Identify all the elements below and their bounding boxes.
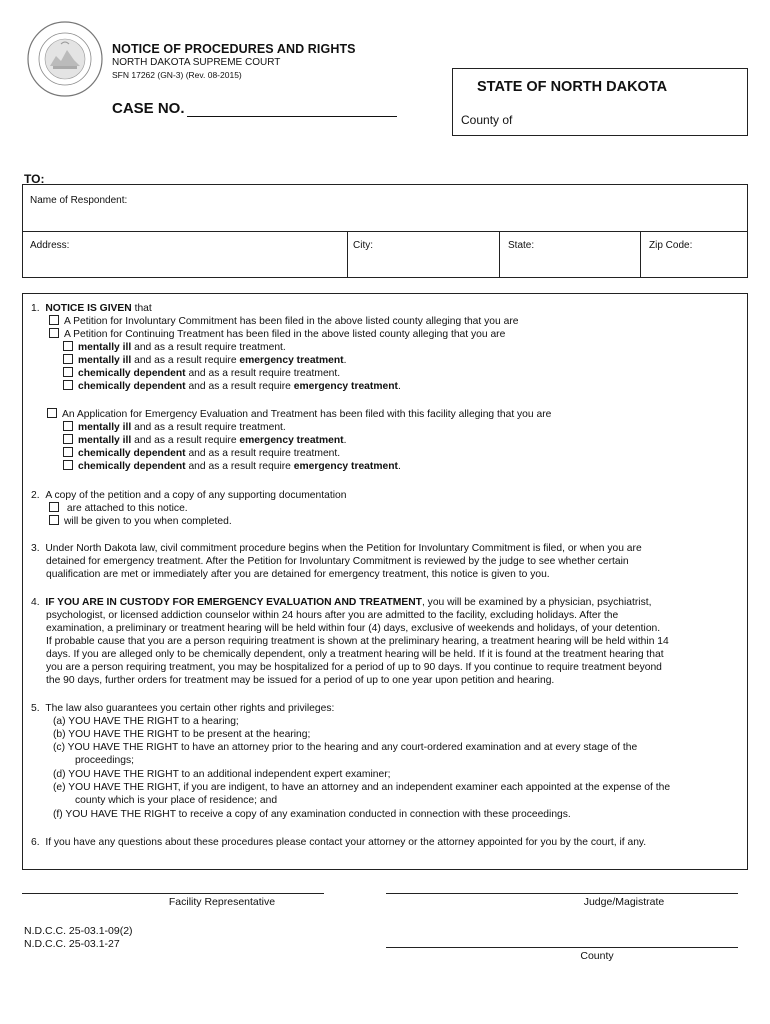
notice-given-lead: NOTICE IS GIVEN	[45, 303, 132, 314]
city-label: City:	[353, 240, 373, 251]
checkbox-app-mi-treatment[interactable]	[63, 421, 73, 431]
checkbox-app-cd-emergency[interactable]	[63, 460, 73, 470]
period: .	[343, 435, 347, 446]
suboption-cd-emergency	[63, 380, 401, 393]
court-name: NORTH DAKOTA SUPREME COURT	[112, 57, 281, 68]
section-4-text: , you will be examined by a physician, psychiatrist,	[421, 597, 652, 608]
checkbox-attached[interactable]	[49, 502, 59, 512]
term-emergency: emergency treatment	[293, 381, 398, 392]
result-text: and as a result require	[185, 381, 294, 392]
term-mentally-ill: mentally ill	[78, 342, 132, 353]
right-item: (d) YOU HAVE THE RIGHT to an additional independent expert examiner;	[53, 769, 391, 780]
term-chemically-dependent: chemically dependent	[78, 368, 186, 379]
section-5-text: The law also guarantees you certain other rights and privileges:	[45, 703, 335, 714]
result-text: and as a result require treatment.	[131, 342, 286, 353]
notice-given-that: that	[131, 303, 152, 314]
state-seal	[26, 20, 104, 98]
term-mentally-ill: mentally ill	[78, 355, 132, 366]
right-item: (e) YOU HAVE THE RIGHT, if you are indigent, to have an attorney and an independent examiner each appointed at the expense of the	[53, 782, 671, 793]
section-4-line	[31, 596, 651, 609]
section-number: 5.	[31, 703, 40, 714]
checkbox-will-be-given[interactable]	[49, 515, 59, 525]
term-chemically-dependent: chemically dependent	[78, 461, 186, 472]
option-petition-involuntary	[49, 315, 518, 328]
facility-signature-line[interactable]	[22, 893, 324, 894]
case-number-field[interactable]	[187, 101, 397, 117]
term-emergency: emergency treatment	[293, 461, 398, 472]
right-item-continued: proceedings;	[75, 755, 134, 766]
right-item: (b) YOU HAVE THE RIGHT to be present at the hearing;	[53, 729, 311, 740]
respondent-name-field[interactable]	[23, 185, 747, 232]
right-item: (a) YOU HAVE THE RIGHT to a hearing;	[53, 716, 239, 727]
judge-signature-line[interactable]	[386, 893, 738, 894]
checkbox-cd-emergency[interactable]	[63, 380, 73, 390]
form-number: SFN 17262 (GN-3) (Rev. 08-2015)	[112, 70, 242, 80]
notice-body	[22, 293, 748, 870]
result-text: and as a result require treatment.	[185, 448, 341, 459]
address-label: Address:	[30, 240, 70, 251]
county-signature-line[interactable]	[386, 947, 738, 948]
period: .	[397, 461, 401, 472]
app-suboption-mi-treatment	[63, 421, 286, 434]
checkbox-petition-involuntary[interactable]	[49, 315, 59, 325]
option-label: will be given to you when completed.	[64, 516, 232, 527]
section-2	[31, 489, 346, 502]
section-3-line: detained for emergency treatment. After the Petition for Involuntary Commitment is reviewed by the judge to see whether certain	[46, 556, 629, 567]
section-2-text: A copy of the petition and a copy of any supporting documentation	[45, 490, 347, 501]
zip-code-label: Zip Code:	[649, 240, 693, 251]
respondent-box	[22, 184, 748, 278]
term-chemically-dependent: chemically dependent	[78, 381, 186, 392]
term-mentally-ill: mentally ill	[78, 422, 132, 433]
section-4-line: If probable cause that you are a person requiring treatment is shown at the preliminary hearing, a treatment hearing will be held within 14	[46, 636, 669, 647]
section-3-text: Under North Dakota law, civil commitment procedure begins when the Petition for Involuntary Commitment is filed, or when you are	[45, 543, 642, 554]
section-number: 4.	[31, 597, 40, 608]
section-5-heading	[31, 702, 334, 715]
checkbox-app-cd-treatment[interactable]	[63, 447, 73, 457]
option-petition-continuing	[49, 328, 505, 341]
section-number: 3.	[31, 543, 40, 554]
county-label: County	[580, 950, 614, 962]
result-text: and as a result require	[131, 435, 240, 446]
suboption-cd-treatment	[63, 367, 340, 380]
term-emergency: emergency treatment	[239, 355, 344, 366]
term-mentally-ill: mentally ill	[78, 435, 132, 446]
form-title: NOTICE OF PROCEDURES AND RIGHTS	[112, 42, 356, 56]
checkbox-mi-emergency[interactable]	[63, 354, 73, 364]
facility-representative-label: Facility Representative	[168, 896, 276, 908]
state-box	[452, 68, 748, 136]
section-4-line: days. If you are alleged only to be chemically dependent, only a treatment hearing will be held. If it is found at the treatment hearing that	[46, 649, 664, 660]
state-title: STATE OF NORTH DAKOTA	[477, 79, 668, 95]
result-text: and as a result require treatment.	[131, 422, 286, 433]
section-2-option-given	[49, 515, 232, 528]
case-number	[112, 100, 397, 117]
checkbox-cd-treatment[interactable]	[63, 367, 73, 377]
period: .	[397, 381, 401, 392]
result-text: and as a result require	[131, 355, 240, 366]
result-text: and as a result require	[185, 461, 294, 472]
right-item: (f) YOU HAVE THE RIGHT to receive a copy of any examination conducted in connection with these proceedings.	[53, 809, 571, 820]
section-4-heading: IF YOU ARE IN CUSTODY FOR EMERGENCY EVALUATION AND TREATMENT	[45, 597, 422, 608]
to-label: TO:	[24, 172, 45, 186]
citation: N.D.C.C. 25-03.1-09(2)	[24, 925, 133, 937]
right-item-continued: county which is your place of residence; and	[75, 795, 278, 806]
suboption-mi-treatment	[63, 341, 286, 354]
section-3-line	[31, 542, 642, 555]
app-suboption-cd-emergency	[63, 460, 401, 473]
address-field[interactable]	[23, 231, 347, 277]
section-1-heading	[31, 302, 152, 315]
checkbox-application[interactable]	[47, 408, 57, 418]
option-application	[47, 408, 551, 421]
checkbox-app-mi-emergency[interactable]	[63, 434, 73, 444]
period: .	[343, 355, 347, 366]
section-4-line: examination, a preliminary or treatment hearing will be held within four (4) days, exclusive of weekends and holidays, of your detention.	[46, 623, 661, 634]
app-suboption-mi-emergency	[63, 434, 346, 447]
city-field[interactable]	[347, 231, 500, 277]
checkbox-petition-continuing[interactable]	[49, 328, 59, 338]
section-3-line: qualification are met or immediately after you are detained for emergency treatment, this notice is given to you.	[46, 569, 550, 580]
section-2-option-attached	[49, 502, 188, 515]
term-emergency: emergency treatment	[239, 435, 344, 446]
checkbox-mi-treatment[interactable]	[63, 341, 73, 351]
section-4-line: the 90 days, further orders for treatment may be issued for a period of up to one year upon petition and hearing.	[46, 675, 555, 686]
section-number: 1.	[31, 303, 40, 314]
term-chemically-dependent: chemically dependent	[78, 448, 186, 459]
option-label: An Application for Emergency Evaluation and Treatment has been filed with this facility alleging that you are	[62, 409, 552, 420]
section-4-line: psychologist, or licensed addiction counselor within 24 hours after you are admitted to the facility, excluding holidays. After the	[46, 610, 619, 621]
option-label: A Petition for Involuntary Commitment has been filed in the above listed county alleging that you are	[64, 316, 519, 327]
section-6-text: If you have any questions about these procedures please contact your attorney or the attorney appointed for you by the court, if any.	[45, 837, 647, 848]
section-number: 2.	[31, 490, 40, 501]
case-number-label: CASE NO.	[112, 100, 185, 117]
right-item: (c) YOU HAVE THE RIGHT to have an attorney prior to the hearing and any court-ordered examination and at every stage of the	[53, 742, 638, 753]
citation: N.D.C.C. 25-03.1-27	[24, 938, 120, 950]
state-label: State:	[508, 240, 535, 251]
suboption-mi-emergency	[63, 354, 346, 367]
judge-magistrate-label: Judge/Magistrate	[583, 896, 665, 908]
option-label: A Petition for Continuing Treatment has been filed in the above listed county alleging that you are	[64, 329, 506, 340]
app-suboption-cd-treatment	[63, 447, 340, 460]
section-4-line: you are a person requiring treatment, you may be hospitalized for a period of up to 90 days. If you continue to require treatment beyond	[46, 662, 662, 673]
state-field[interactable]	[499, 231, 641, 277]
respondent-name-label: Name of Respondent:	[30, 195, 128, 206]
result-text: and as a result require treatment.	[185, 368, 341, 379]
section-number: 6.	[31, 837, 40, 848]
section-6	[31, 836, 646, 849]
option-label: are attached to this notice.	[66, 503, 188, 514]
county-field[interactable]: County of	[461, 113, 513, 127]
zip-code-field[interactable]	[640, 231, 748, 277]
